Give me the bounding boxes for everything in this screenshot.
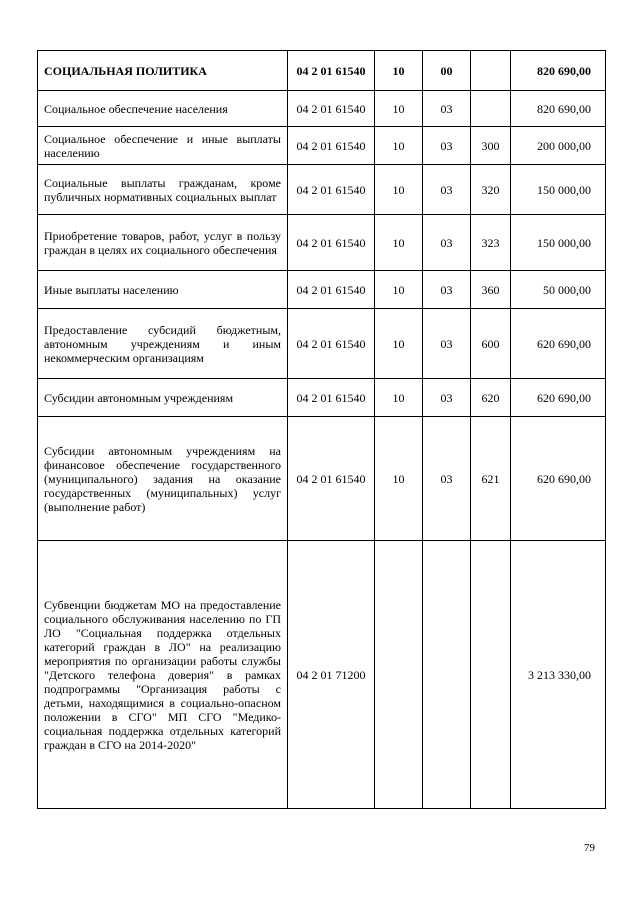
row-subsection: 03 [423, 417, 471, 541]
table-row [38, 51, 606, 91]
row-expense-type: 360 [471, 271, 511, 309]
row-subsection [423, 541, 471, 809]
row-expense-type: 621 [471, 417, 511, 541]
table-row [38, 91, 606, 127]
row-subsection: 03 [423, 309, 471, 379]
table-row [38, 379, 606, 417]
row-expense-type [471, 51, 511, 91]
row-section [375, 541, 423, 809]
row-amount: 820 690,00 [511, 91, 606, 127]
row-section: 10 [375, 51, 423, 91]
row-name: Субсидии автономным учреждениям на финансовое обеспечение государственного (муниципального) задания на оказание государственных (муниципальных) услуг (выполнение работ) [38, 417, 288, 541]
row-target-article: 04 2 01 61540 [288, 127, 375, 165]
row-expense-type: 600 [471, 309, 511, 379]
row-section: 10 [375, 417, 423, 541]
row-amount: 620 690,00 [511, 309, 606, 379]
row-subsection: 03 [423, 127, 471, 165]
row-subsection: 03 [423, 91, 471, 127]
page-number: 79 [584, 842, 595, 854]
row-section: 10 [375, 271, 423, 309]
row-subsection: 03 [423, 379, 471, 417]
row-section: 10 [375, 379, 423, 417]
table-row [38, 541, 606, 809]
row-target-article: 04 2 01 61540 [288, 51, 375, 91]
row-target-article: 04 2 01 61540 [288, 165, 375, 215]
row-name: Субвенции бюджетам МО на предоставление социального обслуживания населению по ГП ЛО "Социальная поддержка отдельных категорий граждан в ЛО" на реализацию мероприятия по организации работы службы "Детского телефона доверия" в рамках подпрограммы "Организация работы с детьми, находящимися в социально-опасном положении в СГО" МП СГО "Медико-социальная поддержка отдельных категорий граждан в СГО на 2014-2020" [38, 541, 288, 809]
table-row [38, 417, 606, 541]
row-name: СОЦИАЛЬНАЯ ПОЛИТИКА [38, 51, 288, 91]
row-target-article: 04 2 01 61540 [288, 417, 375, 541]
row-section: 10 [375, 309, 423, 379]
row-target-article: 04 2 01 61540 [288, 379, 375, 417]
row-amount: 3 213 330,00 [511, 541, 606, 809]
row-section: 10 [375, 91, 423, 127]
row-section: 10 [375, 165, 423, 215]
table-row [38, 127, 606, 165]
table-row [38, 165, 606, 215]
row-expense-type: 320 [471, 165, 511, 215]
row-subsection: 03 [423, 271, 471, 309]
row-expense-type: 323 [471, 215, 511, 271]
row-name: Социальное обеспечение населения [38, 91, 288, 127]
row-section: 10 [375, 215, 423, 271]
row-expense-type [471, 541, 511, 809]
row-amount: 200 000,00 [511, 127, 606, 165]
table-row [38, 271, 606, 309]
row-expense-type: 620 [471, 379, 511, 417]
row-amount: 150 000,00 [511, 215, 606, 271]
row-target-article: 04 2 01 61540 [288, 309, 375, 379]
row-amount: 620 690,00 [511, 379, 606, 417]
row-section: 10 [375, 127, 423, 165]
row-amount: 50 000,00 [511, 271, 606, 309]
row-subsection: 03 [423, 165, 471, 215]
row-expense-type: 300 [471, 127, 511, 165]
row-name: Субсидии автономным учреждениям [38, 379, 288, 417]
table-row [38, 309, 606, 379]
budget-table [37, 50, 606, 809]
row-amount: 820 690,00 [511, 51, 606, 91]
row-name: Приобретение товаров, работ, услуг в пользу граждан в целях их социального обеспечения [38, 215, 288, 271]
row-name: Иные выплаты населению [38, 271, 288, 309]
row-amount: 150 000,00 [511, 165, 606, 215]
row-name: Предоставление субсидий бюджетным, автономным учреждениям и иным некоммерческим организациям [38, 309, 288, 379]
row-name: Социальное обеспечение и иные выплаты населению [38, 127, 288, 165]
table-row [38, 215, 606, 271]
row-subsection: 03 [423, 215, 471, 271]
row-name: Социальные выплаты гражданам, кроме публичных нормативных социальных выплат [38, 165, 288, 215]
row-target-article: 04 2 01 61540 [288, 91, 375, 127]
row-target-article: 04 2 01 61540 [288, 215, 375, 271]
row-subsection: 00 [423, 51, 471, 91]
row-expense-type [471, 91, 511, 127]
row-target-article: 04 2 01 61540 [288, 271, 375, 309]
row-amount: 620 690,00 [511, 417, 606, 541]
row-target-article: 04 2 01 71200 [288, 541, 375, 809]
